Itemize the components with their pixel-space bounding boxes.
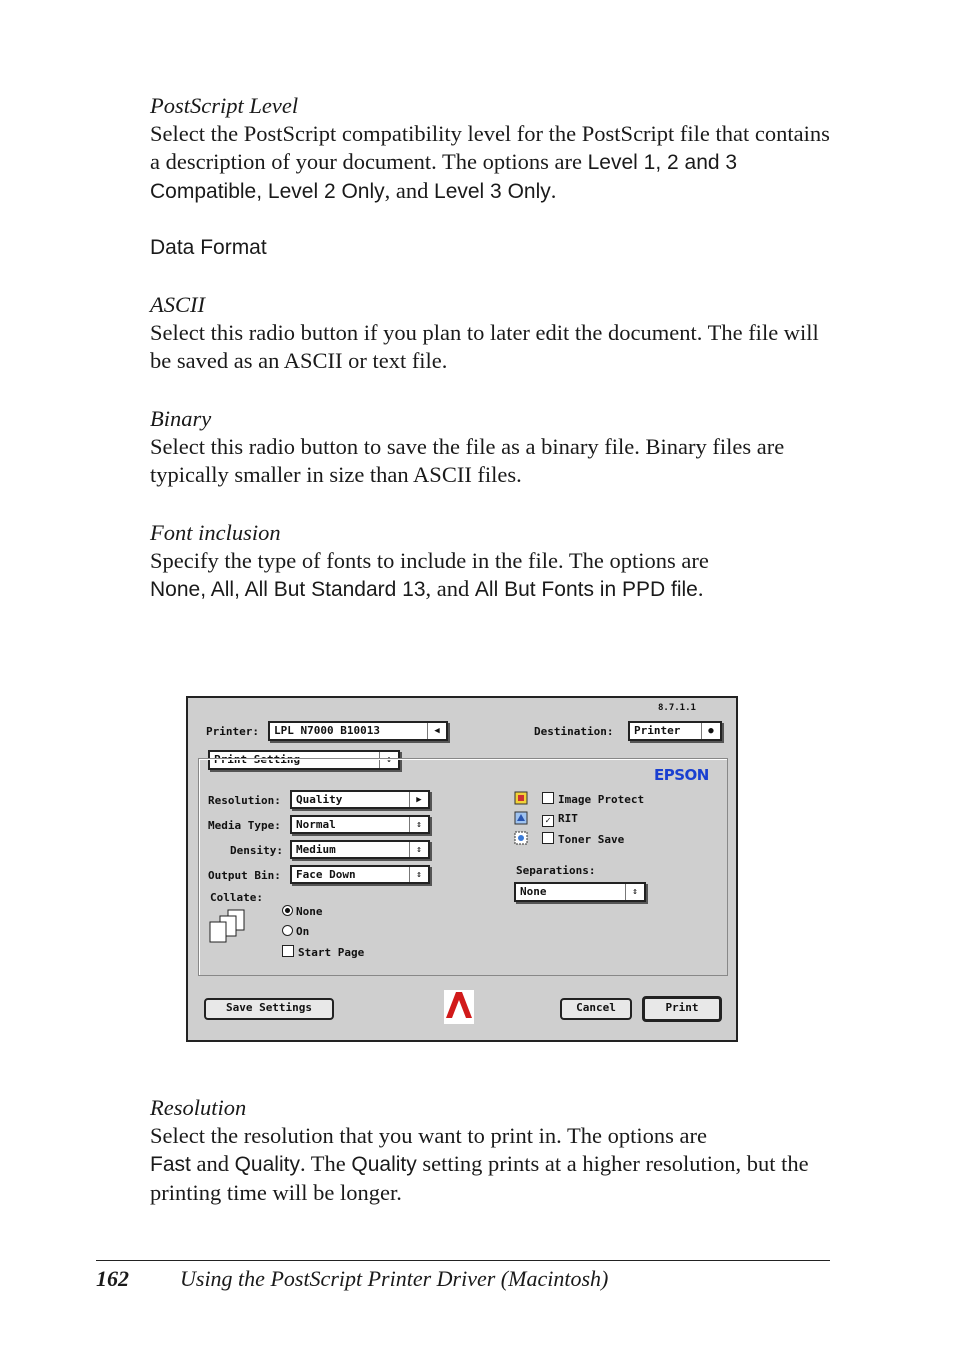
- resolution-text: [150, 1122, 840, 1207]
- font-inclusion-section: [150, 519, 840, 604]
- option-all-but-standard-13: All But Standard 13: [244, 578, 426, 601]
- printer-select[interactable]: [268, 721, 448, 741]
- image-protect-checkbox[interactable]: [542, 792, 644, 806]
- collate-pages-icon: [208, 908, 254, 948]
- save-settings-button[interactable]: Save Settings: [204, 998, 334, 1020]
- print-button[interactable]: Print: [642, 996, 722, 1022]
- destination-select[interactable]: [628, 721, 722, 741]
- output-bin-select-value: Face Down: [296, 868, 356, 881]
- adobe-a-icon: [444, 990, 474, 1024]
- density-label: Density:: [230, 844, 283, 857]
- printer-select-value: LPL N7000 B10013: [274, 724, 380, 737]
- image-protect-label: Image Protect: [558, 793, 645, 806]
- adobe-logo: [444, 990, 474, 1024]
- checkbox-icon: [542, 832, 554, 844]
- page-number: 162: [96, 1266, 129, 1291]
- font-inclusion-heading: Font inclusion: [150, 520, 281, 545]
- print-dialog-screenshot: [186, 696, 738, 1042]
- collate-on-radio[interactable]: [282, 925, 309, 938]
- rit-icon: [514, 811, 528, 825]
- footer-rule: [96, 1260, 830, 1261]
- data-format-heading: Data Format: [150, 236, 267, 259]
- text-run: , and: [425, 576, 475, 601]
- destination-label: Destination:: [534, 725, 614, 738]
- option-none: None: [150, 578, 201, 601]
- resolution-select[interactable]: [290, 790, 430, 809]
- toner-save-icon: [514, 831, 528, 845]
- separations-select-value: None: [520, 885, 547, 898]
- option-all-but-fonts-in-ppd: All But Fonts in PPD file: [474, 578, 698, 601]
- option-level-3: Level 3 Only: [434, 180, 551, 203]
- ascii-heading: ASCII: [150, 292, 205, 317]
- output-bin-select[interactable]: [290, 865, 430, 884]
- option-quality-ref: Quality: [351, 1153, 417, 1176]
- radio-selected-icon: [282, 905, 293, 916]
- collate-label: Collate:: [210, 891, 263, 904]
- printer-label: Printer:: [206, 725, 259, 738]
- text-run: Select the PostScript compatibility level for the PostScript file that contains a description of your document. The options are: [150, 121, 830, 174]
- postscript-level-section: [150, 92, 840, 206]
- output-bin-label: Output Bin:: [208, 869, 281, 882]
- media-type-label: Media Type:: [208, 819, 281, 832]
- postscript-level-heading: PostScript Level: [150, 93, 299, 118]
- density-select[interactable]: [290, 840, 430, 859]
- chevron-left-icon: ◀: [427, 723, 446, 739]
- text-run: . The: [299, 1151, 352, 1176]
- option-quality: Quality: [234, 1153, 300, 1176]
- text-run: , and: [384, 178, 435, 203]
- start-page-label: Start Page: [298, 946, 365, 959]
- option-level-2: Level 2 Only: [267, 180, 385, 203]
- binary-text: Select this radio button to save the file as a binary file. Binary files are typically smaller in size than ASCII files.: [150, 434, 785, 487]
- option-all: All: [210, 578, 235, 601]
- updown-icon: ⇕: [409, 817, 428, 832]
- settings-group: [198, 758, 728, 976]
- text-run: Specify the type of fonts to include in the file. The options are: [150, 548, 709, 573]
- cancel-button[interactable]: Cancel: [560, 998, 632, 1020]
- font-inclusion-text: [150, 547, 840, 604]
- text-run: ,: [200, 578, 211, 601]
- binary-heading: Binary: [150, 406, 212, 431]
- updown-icon: ⇕: [409, 867, 428, 882]
- separations-label: Separations:: [516, 864, 596, 877]
- checkmark-icon: ✓: [542, 815, 554, 827]
- text-run: .: [550, 178, 557, 203]
- updown-icon: ⇕: [409, 842, 428, 857]
- postscript-level-text: [150, 120, 840, 206]
- panel-select-value: Print Setting: [214, 753, 301, 766]
- updown-icon: ⇕: [379, 752, 398, 768]
- rit-checkbox[interactable]: [542, 812, 578, 827]
- footer-title: Using the PostScript Printer Driver (Macintosh): [180, 1266, 609, 1291]
- toner-save-checkbox[interactable]: [542, 832, 624, 846]
- collate-on-label: On: [296, 925, 310, 938]
- updown-icon: ⇕: [625, 884, 644, 900]
- driver-version: 8.7.1.1: [658, 703, 696, 713]
- option-level-123: Level 1, 2 and 3 Compatible: [150, 151, 738, 203]
- ascii-text: Select this radio button if you plan to later edit the document. The file will be saved as an ASCII or text file.: [150, 320, 819, 373]
- checkbox-icon: [542, 792, 554, 804]
- epson-logo: EPSON: [654, 766, 709, 784]
- radio-icon: [282, 925, 293, 936]
- chevron-right-icon: ▶: [409, 792, 428, 807]
- text-run: and: [190, 1151, 235, 1176]
- binary-section: [150, 405, 840, 489]
- text-run: .: [697, 576, 704, 601]
- text-run: setting prints at a higher resolution, but the printing time will be longer.: [150, 1151, 809, 1205]
- density-select-value: Medium: [296, 843, 336, 856]
- media-type-select[interactable]: [290, 815, 430, 834]
- collate-none-label: None: [296, 905, 323, 918]
- text-run: ,: [234, 578, 245, 601]
- resolution-label: Resolution:: [208, 794, 281, 807]
- start-page-checkbox[interactable]: [282, 945, 364, 959]
- media-type-select-value: Normal: [296, 818, 336, 831]
- checkbox-icon: [282, 945, 294, 957]
- ascii-section: [150, 291, 840, 375]
- destination-select-value: Printer: [634, 724, 681, 737]
- separations-select[interactable]: [514, 882, 646, 902]
- resolution-section: [150, 1094, 840, 1207]
- option-fast: Fast: [150, 1153, 191, 1176]
- text-run: Select the resolution that you want to print in. The options are: [150, 1123, 707, 1148]
- text-run: ,: [256, 180, 268, 203]
- collate-none-radio[interactable]: [282, 905, 323, 918]
- resolution-select-value: Quality: [296, 793, 343, 806]
- rit-label: RIT: [558, 812, 578, 825]
- toner-save-label: Toner Save: [558, 833, 625, 846]
- resolution-heading: Resolution: [150, 1095, 247, 1120]
- bullet-icon: ●: [701, 723, 720, 739]
- image-protect-icon: [514, 791, 528, 805]
